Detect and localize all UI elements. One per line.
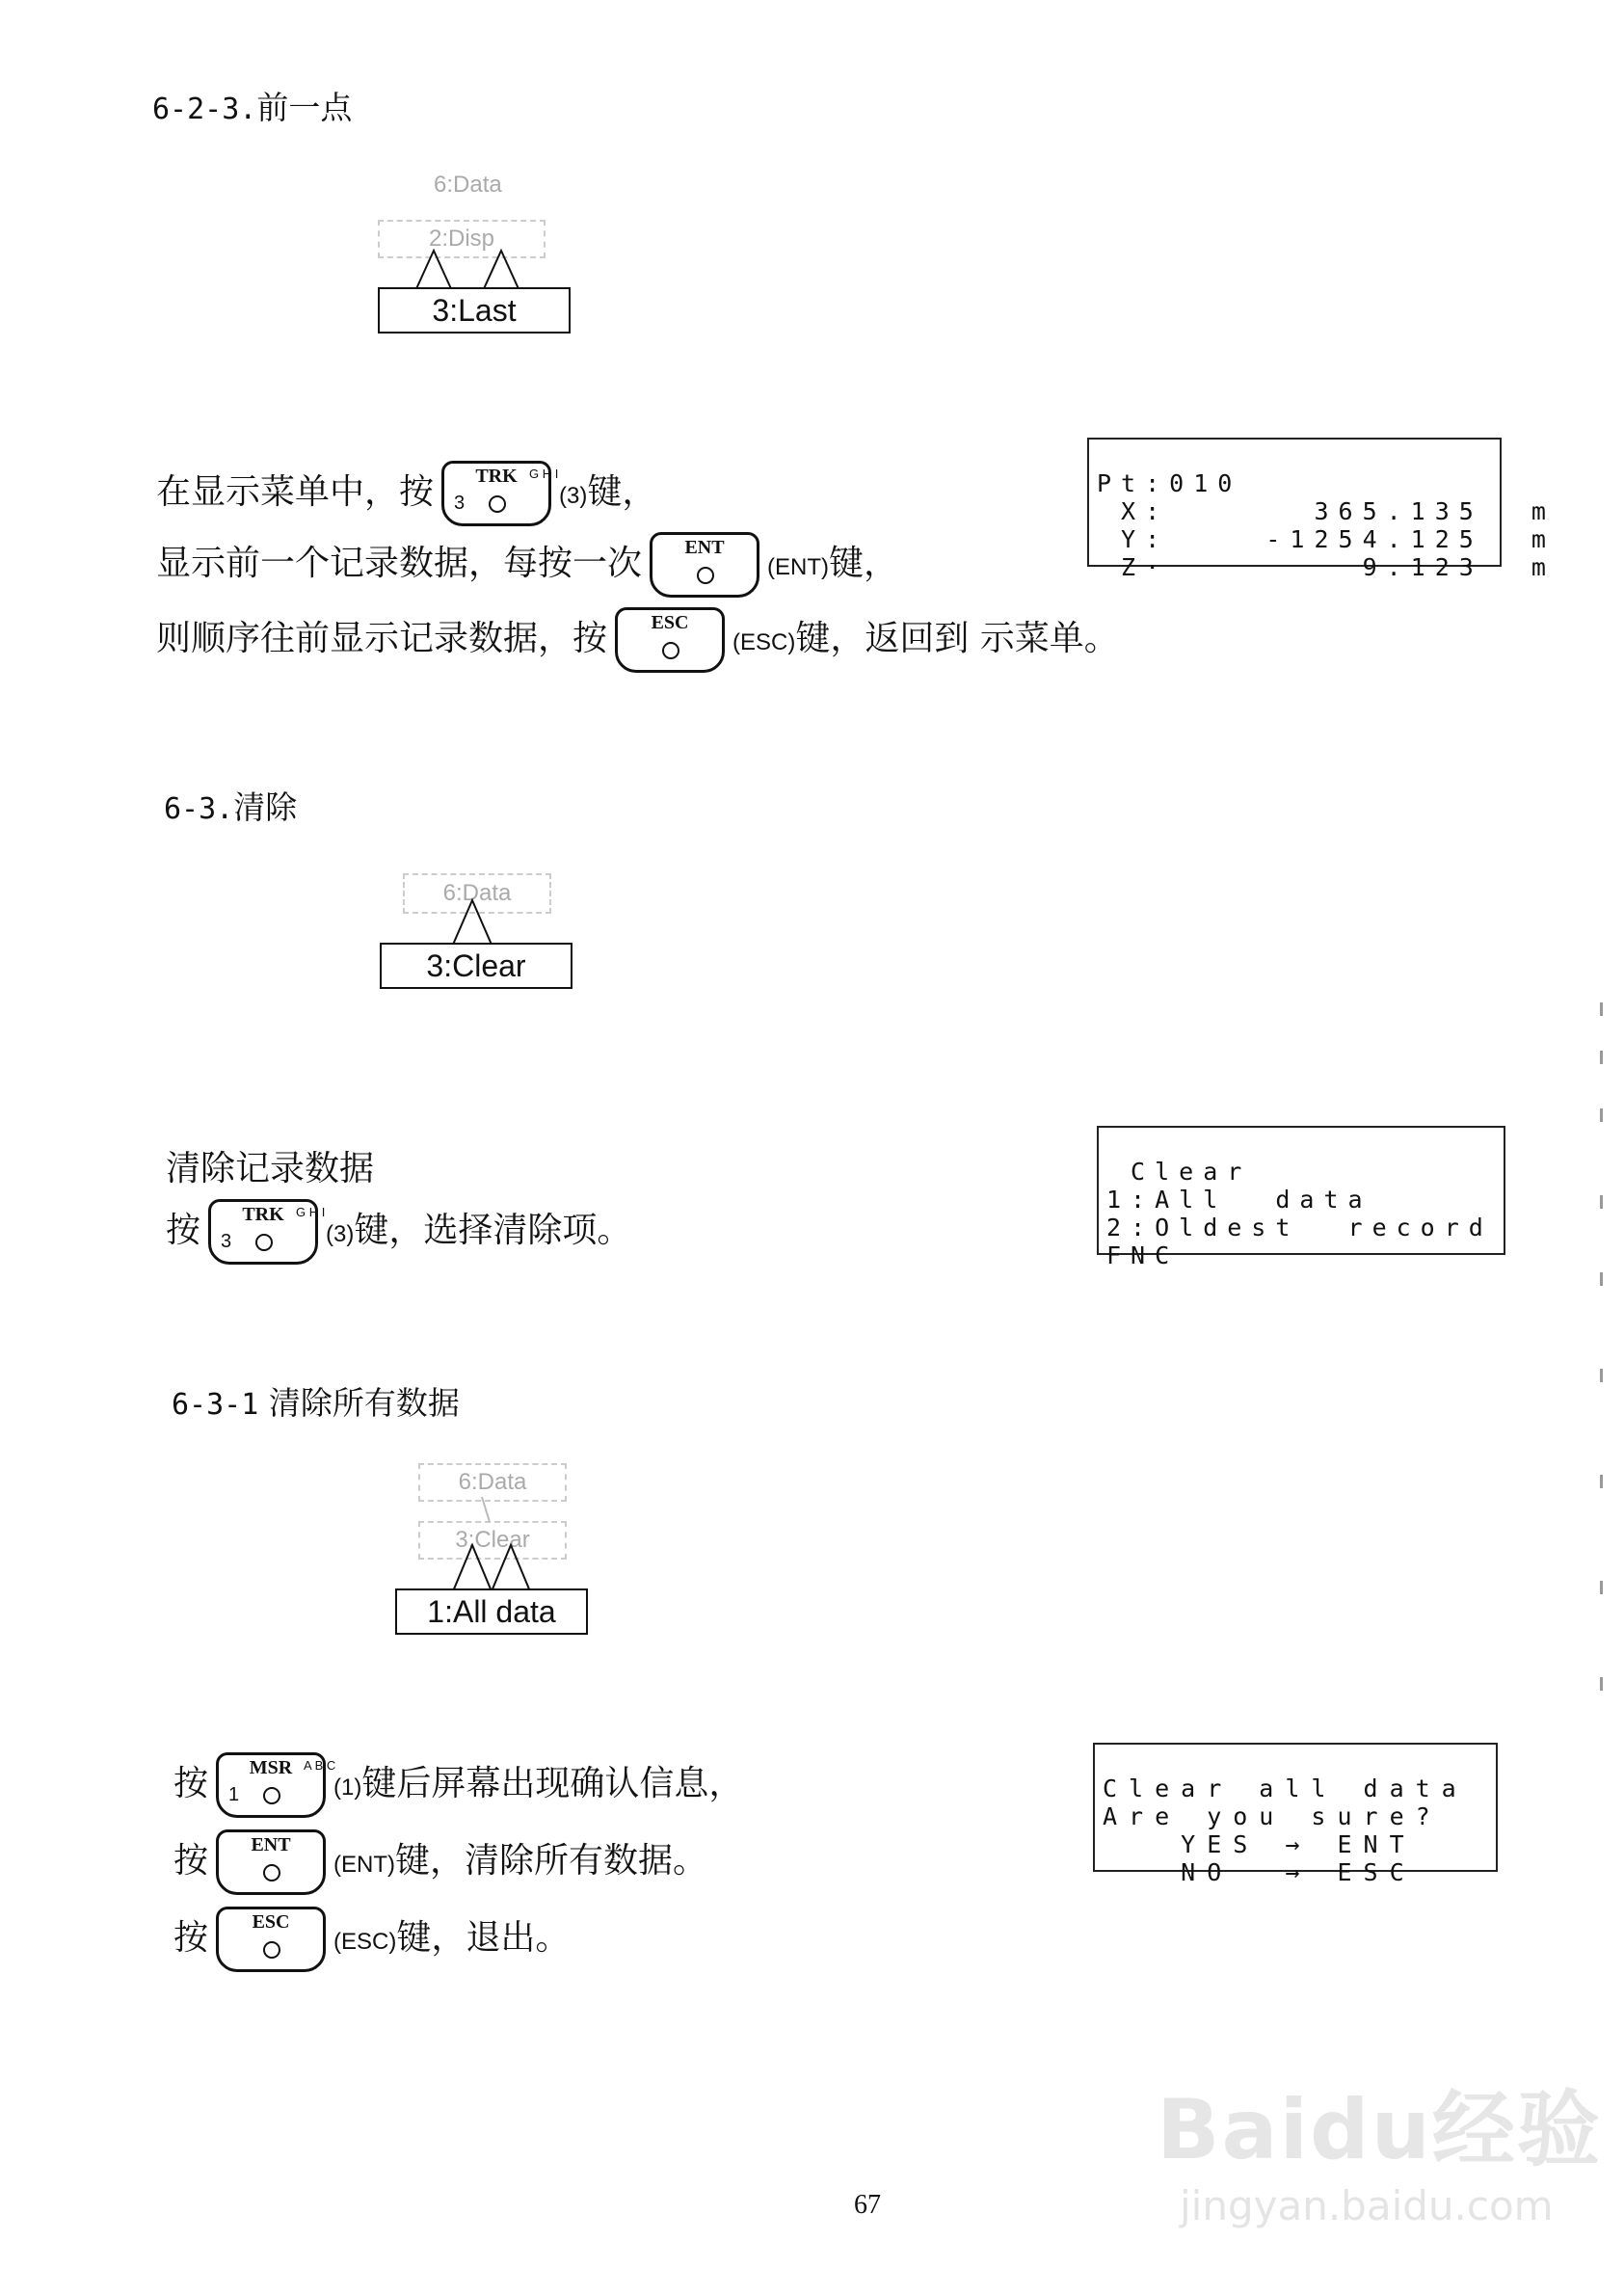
key-number: 3 (221, 1231, 232, 1252)
key-side-letters: A B C (304, 1758, 336, 1773)
lcd-line: Y: -1254.125 m (1097, 525, 1556, 553)
page-number: 67 (854, 2190, 881, 2220)
watermark-url: jingyan.baidu.com (1180, 2182, 1554, 2229)
scan-mark (1600, 1369, 1603, 1382)
msr-key-icon (216, 1752, 336, 1818)
key-circle (662, 642, 679, 659)
lcd-line: YES → ENT (1103, 1830, 1416, 1858)
lcd-line: Pt:010 (1097, 469, 1242, 497)
lcd-screen-point (1087, 438, 1556, 581)
s3-line3-key: (ESC) (333, 1929, 397, 1955)
lcd-line: 1:All data (1106, 1186, 1372, 1214)
s1-line2-key: (ENT) (767, 554, 829, 580)
s1-line3-end: 键，返回到 示菜单。 (795, 619, 1119, 658)
s1-line3-key: (ESC) (732, 629, 796, 655)
s2-line2 (166, 1199, 631, 1265)
menu-last: 3:Last (378, 287, 571, 334)
key-number: 3 (454, 493, 466, 514)
key-circle (255, 1234, 273, 1251)
lcd-line: Clear (1106, 1158, 1252, 1186)
menu-pointer-lines (434, 1489, 578, 1593)
heading-text: 前一点 (256, 89, 353, 126)
s1-line3-text: 则顺序往前显示记录数据，按 (156, 619, 608, 658)
ent-key-icon (650, 532, 759, 598)
s2-line2-text: 按 (166, 1211, 201, 1250)
section-heading-6-3-1 (172, 1378, 460, 1424)
menu-ghost-data: 6:Data (403, 873, 551, 914)
key-side-letters: G H I (296, 1205, 326, 1219)
s3-line1-key: (1) (333, 1775, 362, 1801)
scan-mark (1600, 1108, 1603, 1122)
s1-line2 (156, 532, 898, 598)
s3-line2-text: 按 (173, 1841, 209, 1881)
lcd-screen-confirm (1093, 1743, 1498, 1886)
heading-number: 6-2-3. (152, 93, 257, 126)
s3-line2 (173, 1829, 707, 1895)
heading-number: 6-3-1 (172, 1388, 259, 1422)
lcd-line: Z· 9.123 m (1097, 553, 1556, 581)
scan-mark (1600, 1002, 1603, 1016)
lcd-screen-clear (1097, 1126, 1505, 1269)
menu-ghost-data: 6:Data (418, 1463, 567, 1502)
key-label: ESC (252, 1911, 290, 1933)
scan-mark (1600, 1581, 1603, 1594)
s3-line1-end: 键后屏幕出现确认信息， (361, 1764, 744, 1803)
key-label: ENT (251, 1834, 291, 1855)
s3-line1-text: 按 (173, 1764, 209, 1803)
trk-key-icon (208, 1199, 326, 1265)
key-side-letters: G H I (529, 467, 559, 481)
esc-key-icon (216, 1907, 326, 1972)
key-circle (263, 1864, 280, 1881)
lcd-line: Clear all data (1103, 1775, 1468, 1802)
s1-line2-text: 显示前一个记录数据，每按一次 (156, 544, 643, 583)
scan-mark (1600, 1475, 1603, 1488)
key-circle (263, 1787, 280, 1804)
heading-number: 6-3. (164, 792, 234, 826)
key-label: TRK (242, 1204, 284, 1225)
key-label: ESC (651, 612, 689, 633)
esc-key-icon (615, 607, 725, 673)
s1-line1 (156, 461, 656, 526)
s1-line1-text: 在显示菜单中，按 (156, 472, 435, 512)
key-label: TRK (475, 466, 518, 487)
s1-line3 (156, 607, 1119, 673)
key-circle (697, 567, 714, 584)
key-circle (263, 1941, 280, 1959)
s3-line1 (173, 1752, 743, 1818)
lcd-line: NO → ESC (1103, 1858, 1416, 1886)
menu-ghost-data: 6:Data (434, 172, 502, 198)
scan-mark (1600, 1195, 1603, 1209)
menu-ghost-clear: 3:Clear (418, 1521, 567, 1560)
menu-clear: 3:Clear (380, 943, 572, 989)
s2-line1: 清除记录数据 (166, 1149, 375, 1188)
s3-line2-end: 键，清除所有数据。 (395, 1841, 708, 1881)
key-number: 1 (228, 1784, 240, 1805)
lcd-line: FNC (1106, 1241, 1180, 1269)
section-heading-6-2-3 (152, 83, 352, 128)
lcd-line: X: 365.135 m (1097, 497, 1556, 525)
menu-ghost-disp: 2:Disp (378, 220, 546, 258)
s1-line1-key: (3) (559, 483, 588, 509)
s3-line2-key: (ENT) (333, 1852, 395, 1878)
menu-all-data: 1:All data (395, 1588, 588, 1635)
s3-line3-text: 按 (173, 1918, 209, 1958)
baidu-watermark (1157, 2063, 1602, 2229)
s2-line2-key: (3) (326, 1221, 355, 1247)
key-label: MSR (249, 1757, 293, 1778)
s2-line2-end: 键，选择清除项。 (354, 1211, 632, 1250)
menu-pointer-lines (443, 896, 520, 947)
heading-text: 清除 (233, 788, 298, 826)
s3-line3-end: 键，退出。 (396, 1918, 571, 1958)
key-circle (489, 495, 506, 513)
s1-line2-end: 键， (829, 544, 899, 583)
trk-key-icon (441, 461, 559, 526)
lcd-line: Are you sure? (1103, 1802, 1442, 1830)
scan-mark (1600, 1272, 1603, 1286)
heading-text: 清除所有数据 (268, 1384, 460, 1422)
s1-line1-end: 键， (587, 472, 657, 512)
s3-line3 (173, 1907, 570, 1972)
watermark-logo: Baidu经验 (1157, 2082, 1602, 2178)
lcd-line: 2:Oldest record (1106, 1214, 1493, 1241)
key-label: ENT (684, 537, 725, 558)
section-heading-6-3 (164, 783, 297, 828)
scan-mark (1600, 1051, 1603, 1064)
scan-mark (1600, 1677, 1603, 1691)
ent-key-icon (216, 1829, 326, 1895)
